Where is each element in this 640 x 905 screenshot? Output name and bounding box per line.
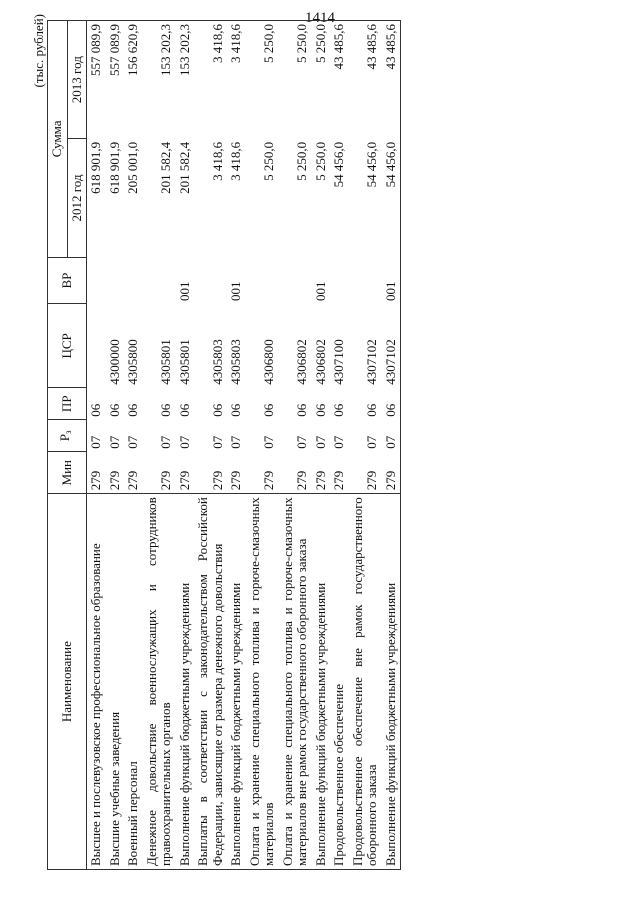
row-min: 279 bbox=[228, 470, 243, 491]
row-min: 279 bbox=[261, 470, 276, 491]
row-csr bbox=[87, 304, 106, 388]
row-sum-2012: 5 250,0 bbox=[294, 141, 309, 181]
row-min: 279 bbox=[312, 470, 328, 491]
row-csr: 4307102 bbox=[382, 304, 401, 388]
table-row bbox=[330, 21, 349, 870]
budget-table bbox=[47, 20, 401, 870]
row-sum-2012: 5 250,0 bbox=[261, 141, 276, 181]
row-name: Выплаты в соответствии с законодательством Российской Федерации, зависящие от размера денежного довольствия bbox=[194, 494, 227, 870]
row-name: Военный персонал bbox=[124, 494, 143, 870]
row-vr bbox=[143, 257, 176, 304]
row-rz: 07 bbox=[228, 435, 243, 449]
row-min: 279 bbox=[294, 470, 309, 491]
row-csr: 4306802 bbox=[312, 339, 328, 385]
row-sum-2013: 3 418,6 bbox=[227, 21, 246, 139]
row-pr: 06 bbox=[261, 403, 276, 417]
row-csr: 4305801 bbox=[158, 339, 173, 385]
table-row bbox=[87, 21, 106, 870]
row-csr: 4305801 bbox=[176, 339, 192, 385]
row-name: Выполнение функций бюджетными учреждениями bbox=[312, 494, 331, 870]
row-rz: 07 bbox=[382, 420, 401, 452]
row-sum-2013: 156 620,9 bbox=[124, 21, 143, 139]
row-sum-2012: 3 418,6 bbox=[228, 141, 243, 181]
table-row bbox=[246, 21, 279, 870]
row-name: Выполнение функций бюджетными учреждениями bbox=[176, 494, 195, 870]
row-pr: 06 bbox=[294, 403, 309, 417]
row-pr: 06 bbox=[106, 403, 122, 417]
table-row bbox=[124, 21, 143, 870]
header-vr: ВР bbox=[48, 257, 87, 304]
table-row bbox=[382, 21, 401, 870]
row-name: Продовольственное обеспечение bbox=[330, 494, 349, 870]
header-rz-sub: з bbox=[63, 430, 74, 434]
header-pr: ПР bbox=[48, 388, 87, 420]
row-csr: 4306802 bbox=[294, 339, 309, 385]
row-rz: 07 bbox=[312, 435, 328, 449]
row-sum-2012: 205 001,0 bbox=[125, 141, 140, 194]
row-sum-2013: 557 089,9 bbox=[87, 21, 106, 139]
row-pr: 06 bbox=[312, 403, 328, 417]
row-csr: 4307100 bbox=[331, 339, 346, 385]
row-csr: 4305800 bbox=[125, 339, 140, 385]
table-row bbox=[194, 21, 227, 870]
row-vr bbox=[124, 257, 143, 304]
row-min: 279 bbox=[176, 470, 192, 491]
row-rz: 07 bbox=[331, 435, 346, 449]
row-pr: 06 bbox=[158, 403, 173, 417]
row-name: Высшее и послевузовское профессиональное образование bbox=[87, 494, 106, 870]
row-sum-2013: 557 089,9 bbox=[106, 21, 125, 139]
row-name: Выполнение функций бюджетными учреждениями bbox=[227, 494, 246, 870]
row-pr: 06 bbox=[382, 388, 401, 420]
row-csr: 4307102 bbox=[364, 339, 379, 385]
row-vr: 001 bbox=[312, 281, 328, 301]
row-pr: 06 bbox=[125, 403, 140, 417]
row-vr bbox=[279, 257, 312, 304]
row-min: 279 bbox=[88, 470, 103, 491]
row-vr bbox=[87, 257, 106, 304]
row-rz: 07 bbox=[106, 435, 122, 449]
row-vr bbox=[330, 257, 349, 304]
row-pr: 06 bbox=[228, 403, 243, 417]
row-sum-2013: 3 418,6 bbox=[194, 21, 227, 139]
table-row bbox=[106, 21, 125, 870]
header-name: Наименование bbox=[48, 494, 87, 870]
row-pr: 06 bbox=[209, 403, 225, 417]
table-row bbox=[176, 21, 195, 870]
row-rz: 07 bbox=[364, 435, 379, 449]
header-min: Мин bbox=[48, 452, 87, 494]
row-vr bbox=[246, 257, 279, 304]
table-body bbox=[87, 21, 401, 870]
row-vr: 001 bbox=[228, 281, 243, 301]
row-name: Выполнение функций бюджетными учреждениями bbox=[382, 494, 401, 870]
row-sum-2012: 54 456,0 bbox=[364, 141, 379, 188]
row-name: Оплата и хранение специального топлива и горюче-смазочных материалов bbox=[246, 494, 279, 870]
table-row bbox=[312, 21, 331, 870]
row-name: Высшие учебные заведения bbox=[106, 494, 125, 870]
row-sum-2013: 43 485,6 bbox=[330, 21, 349, 139]
row-rz: 07 bbox=[209, 435, 225, 449]
row-sum-2013: 153 202,3 bbox=[176, 21, 195, 139]
row-pr: 06 bbox=[176, 403, 192, 417]
row-sum-2012: 54 456,0 bbox=[331, 141, 346, 188]
header-2012: 2012 год bbox=[67, 139, 87, 257]
row-vr bbox=[349, 257, 382, 304]
row-sum-2013: 43 485,6 bbox=[349, 21, 382, 139]
row-rz: 07 bbox=[88, 435, 103, 449]
row-csr: 4300000 bbox=[106, 339, 122, 385]
row-sum-2012: 201 582,4 bbox=[158, 141, 173, 194]
row-rz: 07 bbox=[294, 435, 309, 449]
header-csr: ЦСР bbox=[48, 304, 87, 388]
row-min: 279 bbox=[158, 470, 173, 491]
row-pr: 06 bbox=[331, 403, 346, 417]
row-vr bbox=[194, 257, 227, 304]
row-min: 279 bbox=[364, 470, 379, 491]
row-sum-2013: 5 250,0 bbox=[312, 21, 331, 139]
row-vr: 001 bbox=[382, 257, 401, 304]
row-sum-2012: 618 901,9 bbox=[88, 141, 103, 194]
page-number: 1414 bbox=[305, 10, 335, 26]
table-row bbox=[143, 21, 176, 870]
row-vr: 001 bbox=[176, 281, 192, 301]
row-vr bbox=[106, 257, 125, 304]
row-min: 279 bbox=[209, 470, 225, 491]
header-2013: 2013 год bbox=[67, 21, 87, 139]
row-pr: 06 bbox=[88, 403, 103, 417]
row-sum-2013: 5 250,0 bbox=[246, 21, 279, 139]
header-rz-text: Р bbox=[57, 433, 73, 442]
row-min: 279 bbox=[125, 470, 140, 491]
table-header bbox=[48, 21, 87, 870]
table-row bbox=[349, 21, 382, 870]
row-sum-2012: 3 418,6 bbox=[209, 141, 225, 181]
row-name: Денежное довольствие военнослужащих и сотрудников правоохранительных органов bbox=[143, 494, 176, 870]
row-rz: 07 bbox=[125, 435, 140, 449]
row-sum-2013: 43 485,6 bbox=[382, 21, 401, 139]
header-rz bbox=[48, 420, 87, 452]
row-csr: 4305803 bbox=[228, 339, 243, 385]
row-min: 279 bbox=[382, 452, 401, 494]
row-pr: 06 bbox=[364, 403, 379, 417]
row-sum-2013: 5 250,0 bbox=[279, 21, 312, 139]
row-name: Оплата и хранение специального топлива и горюче-смазочных материалов вне рамок государственного оборонного заказа bbox=[279, 494, 312, 870]
table-row bbox=[279, 21, 312, 870]
row-rz: 07 bbox=[261, 435, 276, 449]
row-sum-2013: 153 202,3 bbox=[143, 21, 176, 139]
row-rz: 07 bbox=[176, 435, 192, 449]
row-csr: 4305803 bbox=[209, 339, 225, 385]
unit-label: (тыс. рублей) bbox=[31, 14, 46, 88]
row-name: Продовольственное обеспечение вне рамок государственного оборонного заказа bbox=[349, 494, 382, 870]
row-sum-2012: 201 582,4 bbox=[176, 141, 192, 194]
row-rz: 07 bbox=[158, 435, 173, 449]
row-sum-2012: 5 250,0 bbox=[312, 141, 328, 181]
table-row bbox=[227, 21, 246, 870]
header-sum: Сумма bbox=[48, 21, 68, 258]
row-sum-2012: 54 456,0 bbox=[382, 139, 401, 257]
row-sum-2012: 618 901,9 bbox=[106, 141, 122, 194]
row-min: 279 bbox=[106, 470, 122, 491]
row-min: 279 bbox=[331, 470, 346, 491]
row-csr: 4306800 bbox=[261, 339, 276, 385]
